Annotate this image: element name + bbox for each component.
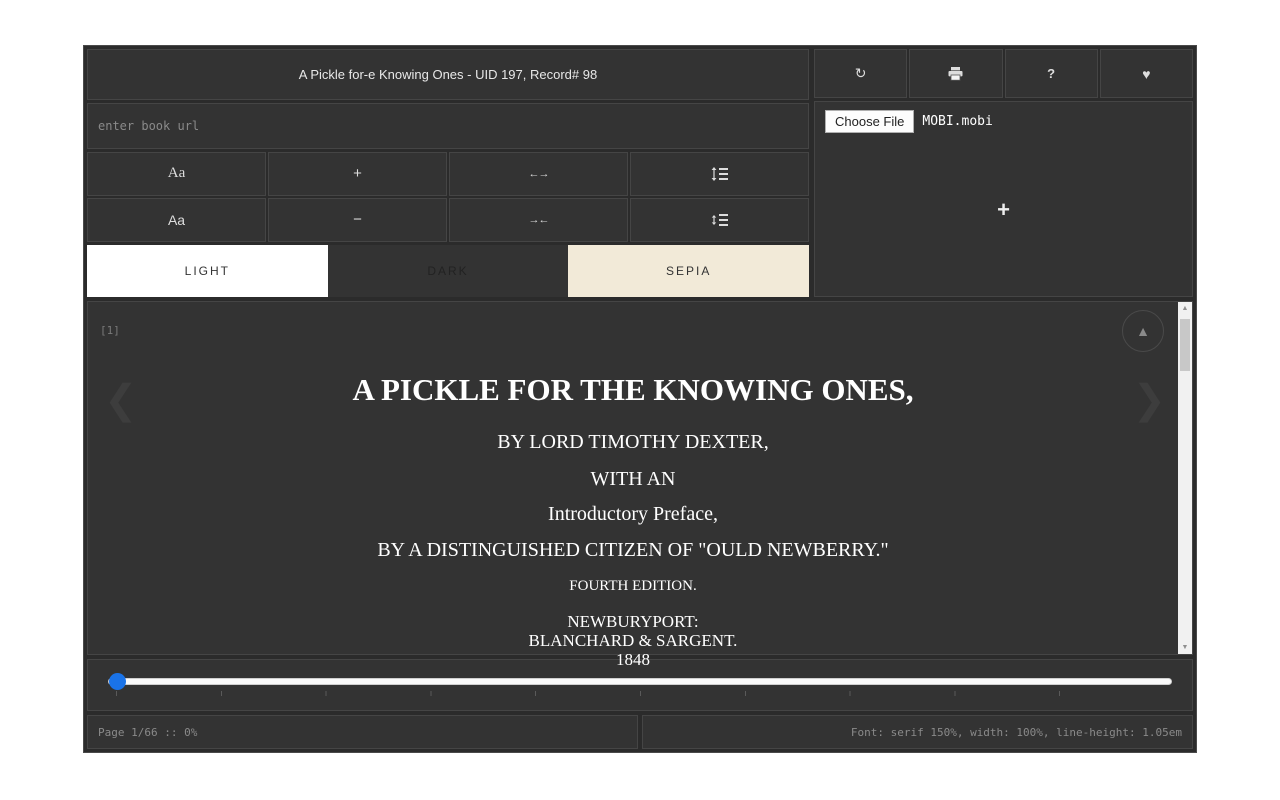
book-line-preface: Introductory Preface,	[548, 502, 718, 525]
file-panel	[814, 101, 1193, 297]
file-column	[814, 49, 1193, 297]
font-settings-text: Font: serif 150%, width: 100%, line-height: 1.05em	[850, 725, 1182, 739]
control-area	[87, 49, 1193, 297]
book-author-line: BY LORD TIMOTHY DEXTER,	[497, 430, 769, 453]
plus-icon: +	[997, 197, 1010, 223]
action-button-row	[814, 49, 1193, 98]
width-increase-button[interactable]	[449, 152, 628, 196]
book-title-bar	[87, 49, 809, 100]
arrows-outward-icon: ←→	[528, 167, 549, 180]
choose-file-button[interactable]: Choose File	[825, 110, 914, 133]
selected-filename: MOBI.mobi	[922, 114, 993, 129]
book-line-city: NEWBURYPORT:	[567, 611, 699, 631]
theme-dark-label: DARK	[427, 263, 469, 278]
help-icon: ?	[1047, 66, 1056, 81]
sans-sample-label: Aa	[167, 211, 186, 228]
print-icon	[948, 67, 963, 81]
book-title: A Pickle for-e Knowing Ones - UID 197, Record# 98	[298, 67, 598, 82]
book-url-input[interactable]	[87, 103, 809, 149]
scrollbar-down-arrow[interactable]: ▼	[1181, 643, 1189, 651]
theme-switcher	[87, 245, 809, 297]
arrows-inward-icon: →←	[528, 213, 549, 226]
reload-icon: ↻	[854, 65, 867, 81]
theme-sepia-button[interactable]	[568, 245, 809, 297]
ebook-reader-app	[83, 45, 1197, 753]
chevron-left-icon: ❮	[104, 377, 138, 422]
scrollbar-up-arrow[interactable]: ▲	[1181, 305, 1189, 313]
font-sans-button[interactable]	[87, 198, 266, 242]
line-height-increase-button[interactable]	[630, 152, 809, 196]
progress-slider[interactable]	[108, 672, 1172, 690]
chevron-right-icon: ❯	[1132, 377, 1166, 422]
theme-dark-button[interactable]	[328, 245, 569, 297]
font-serif-button[interactable]	[87, 152, 266, 196]
slider-tick-marks	[116, 691, 1164, 696]
theme-sepia-label: SEPIA	[666, 263, 712, 278]
favorite-button[interactable]	[1100, 49, 1193, 98]
triangle-up-icon: ▲	[1136, 322, 1150, 339]
serif-sample-label: Aa	[167, 165, 186, 182]
book-heading: A PICKLE FOR THE KNOWING ONES,	[352, 371, 914, 407]
add-book-dropzone[interactable]	[825, 133, 1182, 288]
heart-icon: ♥	[1142, 65, 1151, 82]
file-input-row	[825, 110, 1182, 133]
font-size-decrease-button[interactable]	[268, 198, 447, 242]
font-size-increase-button[interactable]	[268, 152, 447, 196]
reader-scrollbar[interactable]	[1178, 302, 1192, 654]
prev-page-button[interactable]	[104, 377, 138, 422]
next-page-button[interactable]	[1132, 377, 1166, 422]
page-marker: [1]	[100, 323, 120, 337]
book-line-publisher: BLANCHARD & SARGENT.	[528, 630, 738, 650]
line-height-increase-icon	[711, 167, 728, 181]
plus-icon: +	[353, 165, 362, 183]
line-height-decrease-button[interactable]	[630, 198, 809, 242]
theme-light-button[interactable]	[87, 245, 328, 297]
format-button-grid	[87, 152, 809, 242]
back-to-top-button[interactable]	[1122, 310, 1164, 352]
theme-light-label: LIGHT	[184, 263, 230, 278]
minus-icon: −	[353, 211, 362, 229]
scrollbar-thumb[interactable]	[1180, 319, 1190, 371]
status-bar	[87, 715, 1193, 749]
reader-controls-column	[87, 49, 809, 297]
book-line-year: 1848	[616, 649, 650, 669]
reload-button[interactable]	[814, 49, 907, 98]
book-line-edition: FOURTH EDITION.	[569, 577, 697, 594]
book-line-with-an: WITH AN	[590, 467, 676, 490]
book-content	[88, 302, 1178, 668]
width-decrease-button[interactable]	[449, 198, 628, 242]
status-page-cell	[87, 715, 638, 749]
line-height-decrease-icon	[711, 213, 728, 227]
help-button[interactable]	[1005, 49, 1098, 98]
book-line-citizen: BY A DISTINGUISHED CITIZEN OF "OULD NEWBERRY."	[377, 538, 889, 561]
reader-pane[interactable]	[87, 301, 1193, 669]
page-progress-text: Page 1/66 :: 0%	[98, 725, 198, 739]
status-font-cell	[642, 715, 1193, 749]
print-button[interactable]	[909, 49, 1002, 98]
